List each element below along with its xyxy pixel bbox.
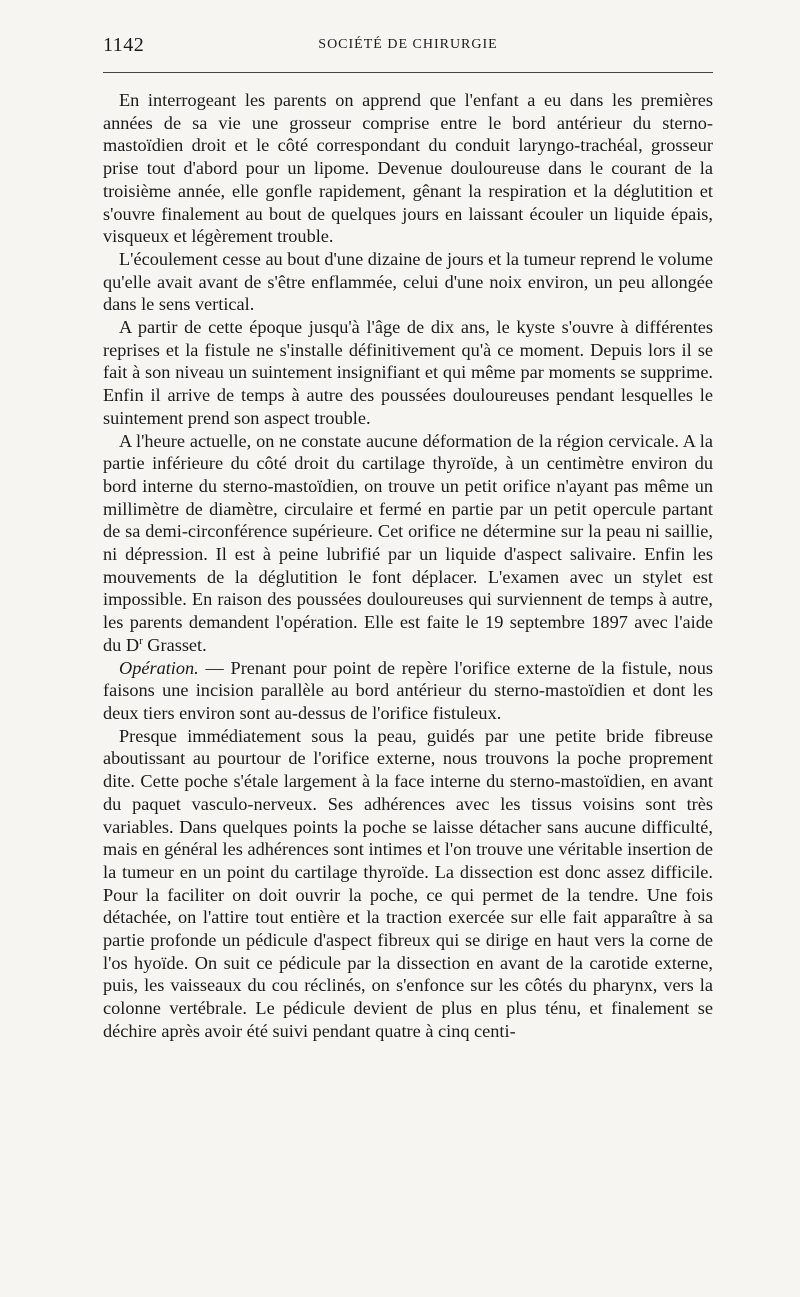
operation-text: Prenant pour point de repère l'orifice externe de la fistule, nous faisons une incision parallèle au bord antérieur du sterno-mastoïdien et dont les deux tiers environ sont au-dessus de l'orifice fistuleux. — [103, 657, 714, 723]
page-header — [103, 34, 713, 62]
running-title: SOCIÉTÉ DE CHIRURGIE — [318, 37, 498, 52]
paragraph-operation — [103, 657, 713, 725]
operation-dash: — — [198, 657, 231, 678]
paragraph-fistula: A partir de cette époque jusqu'à l'âge de dix ans, le kyste s'ouvre à différentes reprises et la fistule ne s'installe définitivement qu'à ce moment. Depuis lors il se fait à son niveau un suintement insignifiant et qui même par moments se supprime. Enfin il arrive de temps à autre des poussées douloureuses pendant lesquelles le suintement prend son aspect trouble. — [103, 317, 713, 428]
header-rule — [103, 72, 713, 73]
doctor-superscript: r — [139, 634, 143, 647]
page-number: 1142 — [103, 34, 145, 56]
operation-label: Opération. — [119, 657, 199, 678]
body-text — [103, 89, 713, 1043]
paragraph-examination — [103, 430, 713, 657]
doctor-name: Grasset. — [142, 634, 207, 655]
paragraph-dissection: Presque immédiatement sous la peau, guidés par une petite bride fibreuse aboutissant au pourtour de l'orifice externe, nous trouvons la poche proprement dite. Cette poche s'étale largement à la face interne du sterno-mastoïdien, en avant du paquet vasculo-nerveux. Ses adhérences avec les tissus voisins sont très variables. Dans quelques points la poche se laisse détacher sans aucune difficulté, mais en général les adhérences sont intimes et l'on trouve une véritable insertion de la tumeur en un point du cartilage thyroïde. La dissection est donc assez difficile. Pour la faciliter on doit ouvrir la poche, ce qui permet de la tendre. Une fois détachée, on l'attire tout entière et la traction exercée sur elle fait apparaître à sa partie profonde un pédicule d'aspect fibreux qui se dirige en haut vers la corne de l'os hyoïde. On suit ce pédicule par la dissection en avant de la carotide externe, puis, les vaisseaux du cou réclinés, on s'enfonce sur les côtés du pharynx, vers la colonne vertébrale. Le pédicule devient de plus en plus ténu, et finalement se déchire après avoir été suivi pendant quatre à cinq centi- — [103, 725, 713, 1041]
examination-text: A l'heure actuelle, on ne constate aucune déformation de la région cervicale. A la partie inférieure du côté droit du cartilage thyroïde, à un centimètre environ du bord interne du sterno-mastoïdien, on trouve un petit orifice n'ayant pas même un millimètre de diamètre, circulaire et fermé en partie par un petit opercule partant de sa demi-circonférence supérieure. Cet orifice ne détermine sur la peau ni saillie, ni dépression. Il est à peine lubrifié par un liquide d'aspect salivaire. Enfin les mouvements de la déglutition le font déplacer. L'examen avec un stylet est impossible. En raison des poussées douloureuses qui surviennent de temps à autre, les parents demandent l'opération. Elle est faite le 19 septembre 1897 avec l'aide du D — [103, 430, 713, 655]
paragraph-history: En interrogeant les parents on apprend que l'enfant a eu dans les premières années de sa vie une grosseur comprise entre le bord antérieur du sterno-mastoïdien droit et le côté correspondant du conduit laryngo-trachéal, grosseur prise tout d'abord pour un lipome. Devenue douloureuse dans le courant de la troisième année, elle gonfle rapidement, gênant la respiration et la déglutition et s'ouvre finalement au bout de quelques jours en laissant écouler un liquide épais, visqueux et légèrement trouble. — [103, 90, 713, 247]
paragraph-discharge: L'écoulement cesse au bout d'une dizaine de jours et la tumeur reprend le volume qu'elle avait avant de s'être enflammée, celui d'une noix environ, un peu allongée dans le sens vertical. — [103, 248, 713, 315]
